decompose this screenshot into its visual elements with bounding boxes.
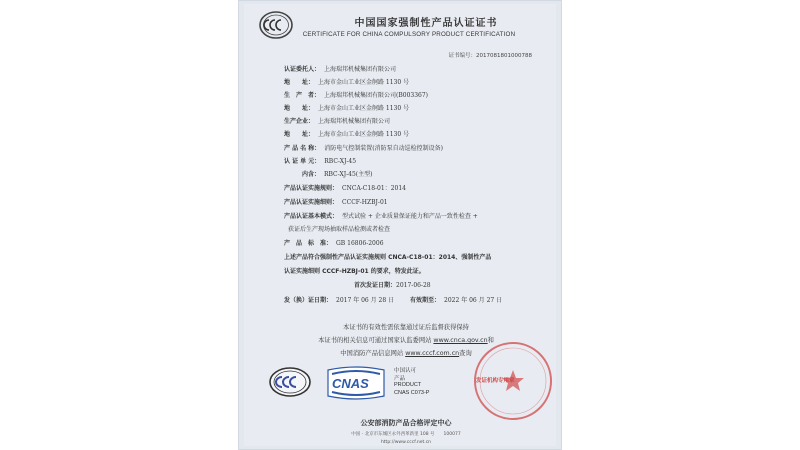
field-row	[284, 77, 409, 86]
field-label: 产品认证实施细则：	[284, 199, 339, 206]
issuing-organization: 公安部消防产品合格评定中心	[360, 419, 452, 427]
field-label: 地 址：	[284, 105, 315, 112]
issue-date-value: 2017 年 06 月 28 日	[336, 297, 395, 304]
field-row	[284, 183, 406, 192]
field-value: 获证后生产现场抽取样品检测或者检查	[288, 226, 391, 233]
certificate-title-cn: 中国国家强制性产品认证证书	[354, 18, 498, 29]
field-row	[284, 129, 409, 138]
certificate-title-en: CERTIFICATE FOR CHINA COMPULSORY PRODUCT CERTIFICATION	[302, 31, 516, 38]
field-value: RBC-XJ-45	[324, 158, 357, 165]
cnca-link[interactable]: www.cnca.gov.cn	[433, 337, 488, 344]
field-label: 产品认证实施规则：	[284, 185, 339, 192]
field-row	[284, 211, 478, 220]
field-label: 产 品 名 称：	[284, 145, 321, 152]
certificate-number	[448, 51, 532, 59]
seal-inner-text: 发证机构专用章	[476, 378, 515, 384]
first-issue-date	[354, 280, 431, 289]
cnas-logo-text: CNAS	[332, 376, 369, 391]
field-value: CNCA-C18-01：2014	[342, 185, 406, 192]
field-label: 内含：	[284, 171, 321, 178]
field-label: 认证委托人：	[284, 66, 321, 73]
field-value: 上海瑞邦机械集团有限公司	[318, 118, 391, 125]
cnas-cn-label: 中国认可	[394, 368, 417, 374]
field-row	[284, 90, 428, 99]
field-row	[284, 224, 390, 233]
field-label: 生 产 者：	[284, 92, 321, 99]
field-row	[284, 143, 443, 152]
certificate-number-value: 2017081801000788	[476, 53, 532, 59]
issue-date-row	[284, 295, 502, 304]
field-label: 产 品 标 准：	[284, 240, 333, 247]
query-note-suffix: 查询	[459, 350, 472, 357]
conformity-line-2: 认证实施细则 CCCF-HZBJ-01 的要求，特发此证。	[284, 268, 425, 275]
field-label: 生产企业：	[284, 118, 315, 125]
cnas-product-cn: 产品	[394, 376, 406, 382]
field-value: 上海瑞邦机械集团有限公司(B003367)	[324, 92, 429, 99]
cnas-number: CNAS C073-P	[394, 390, 430, 396]
first-issue-value: 2017-06-28	[396, 282, 431, 289]
first-issue-label: 首次发证日期：	[354, 282, 397, 289]
valid-until-label: 有效期至：	[410, 297, 441, 304]
cccf-link[interactable]: www.cccf.com.cn	[405, 350, 460, 357]
field-value: 上海市金山工业区金舸路 1130 号	[318, 105, 410, 112]
valid-until-value: 2022 年 06 月 27 日	[444, 297, 503, 304]
certificate	[238, 0, 562, 450]
conformity-line-1: 上述产品符合强制性产品认证实施规则 CNCA-C18-01：2014、强制性产品	[284, 254, 492, 261]
query-note-suffix: 和	[487, 337, 494, 344]
organization-website[interactable]: http://www.cccf.net.cn	[380, 440, 432, 445]
query-note-prefix: 本证书的相关信息可通过国家认监委网站	[318, 337, 434, 344]
field-value: 型式试验 + 企业质量保证能力和产品一致性检查 +	[342, 213, 478, 220]
cnas-product-en: PRODUCT	[394, 382, 422, 388]
certificate-number-label: 证书编号：	[448, 53, 476, 59]
organization-address: 中国 · 北京市东城区永外西革新里 108 号 100077	[351, 432, 461, 437]
field-row	[284, 238, 384, 247]
field-value: RBC-XJ-45(主型)	[324, 171, 373, 178]
field-row	[284, 156, 356, 165]
field-value: 消防电气控制装置(消防泵自动巡检控制设备)	[324, 145, 443, 152]
field-label: 认 证 单 元：	[284, 158, 321, 165]
field-label: 地 址：	[284, 79, 315, 86]
field-row	[284, 197, 388, 206]
field-value: 上海市金山工业区金舸路 1130 号	[318, 131, 410, 138]
field-value: GB 16806-2006	[336, 240, 384, 247]
field-value: 上海市金山工业区金舸路 1130 号	[318, 79, 410, 86]
field-row	[284, 64, 396, 73]
field-row	[284, 169, 372, 178]
field-row	[284, 116, 390, 125]
field-value: CCCF-HZBJ-01	[342, 199, 388, 206]
field-label: 产品认证基本模式：	[284, 213, 339, 220]
certificate-paper	[244, 4, 556, 446]
field-label: 地 址：	[284, 131, 315, 138]
field-value: 上海瑞邦机械集团有限公司	[324, 66, 397, 73]
query-note-prefix: 中国消防产品信息网站	[340, 350, 406, 357]
validity-note: 本证书的有效性需依靠通过证后监督获得保持	[343, 324, 469, 331]
ccc-logo-icon	[268, 366, 312, 398]
field-row	[284, 103, 409, 112]
issue-date-label: 发（换）证日期：	[284, 297, 333, 304]
